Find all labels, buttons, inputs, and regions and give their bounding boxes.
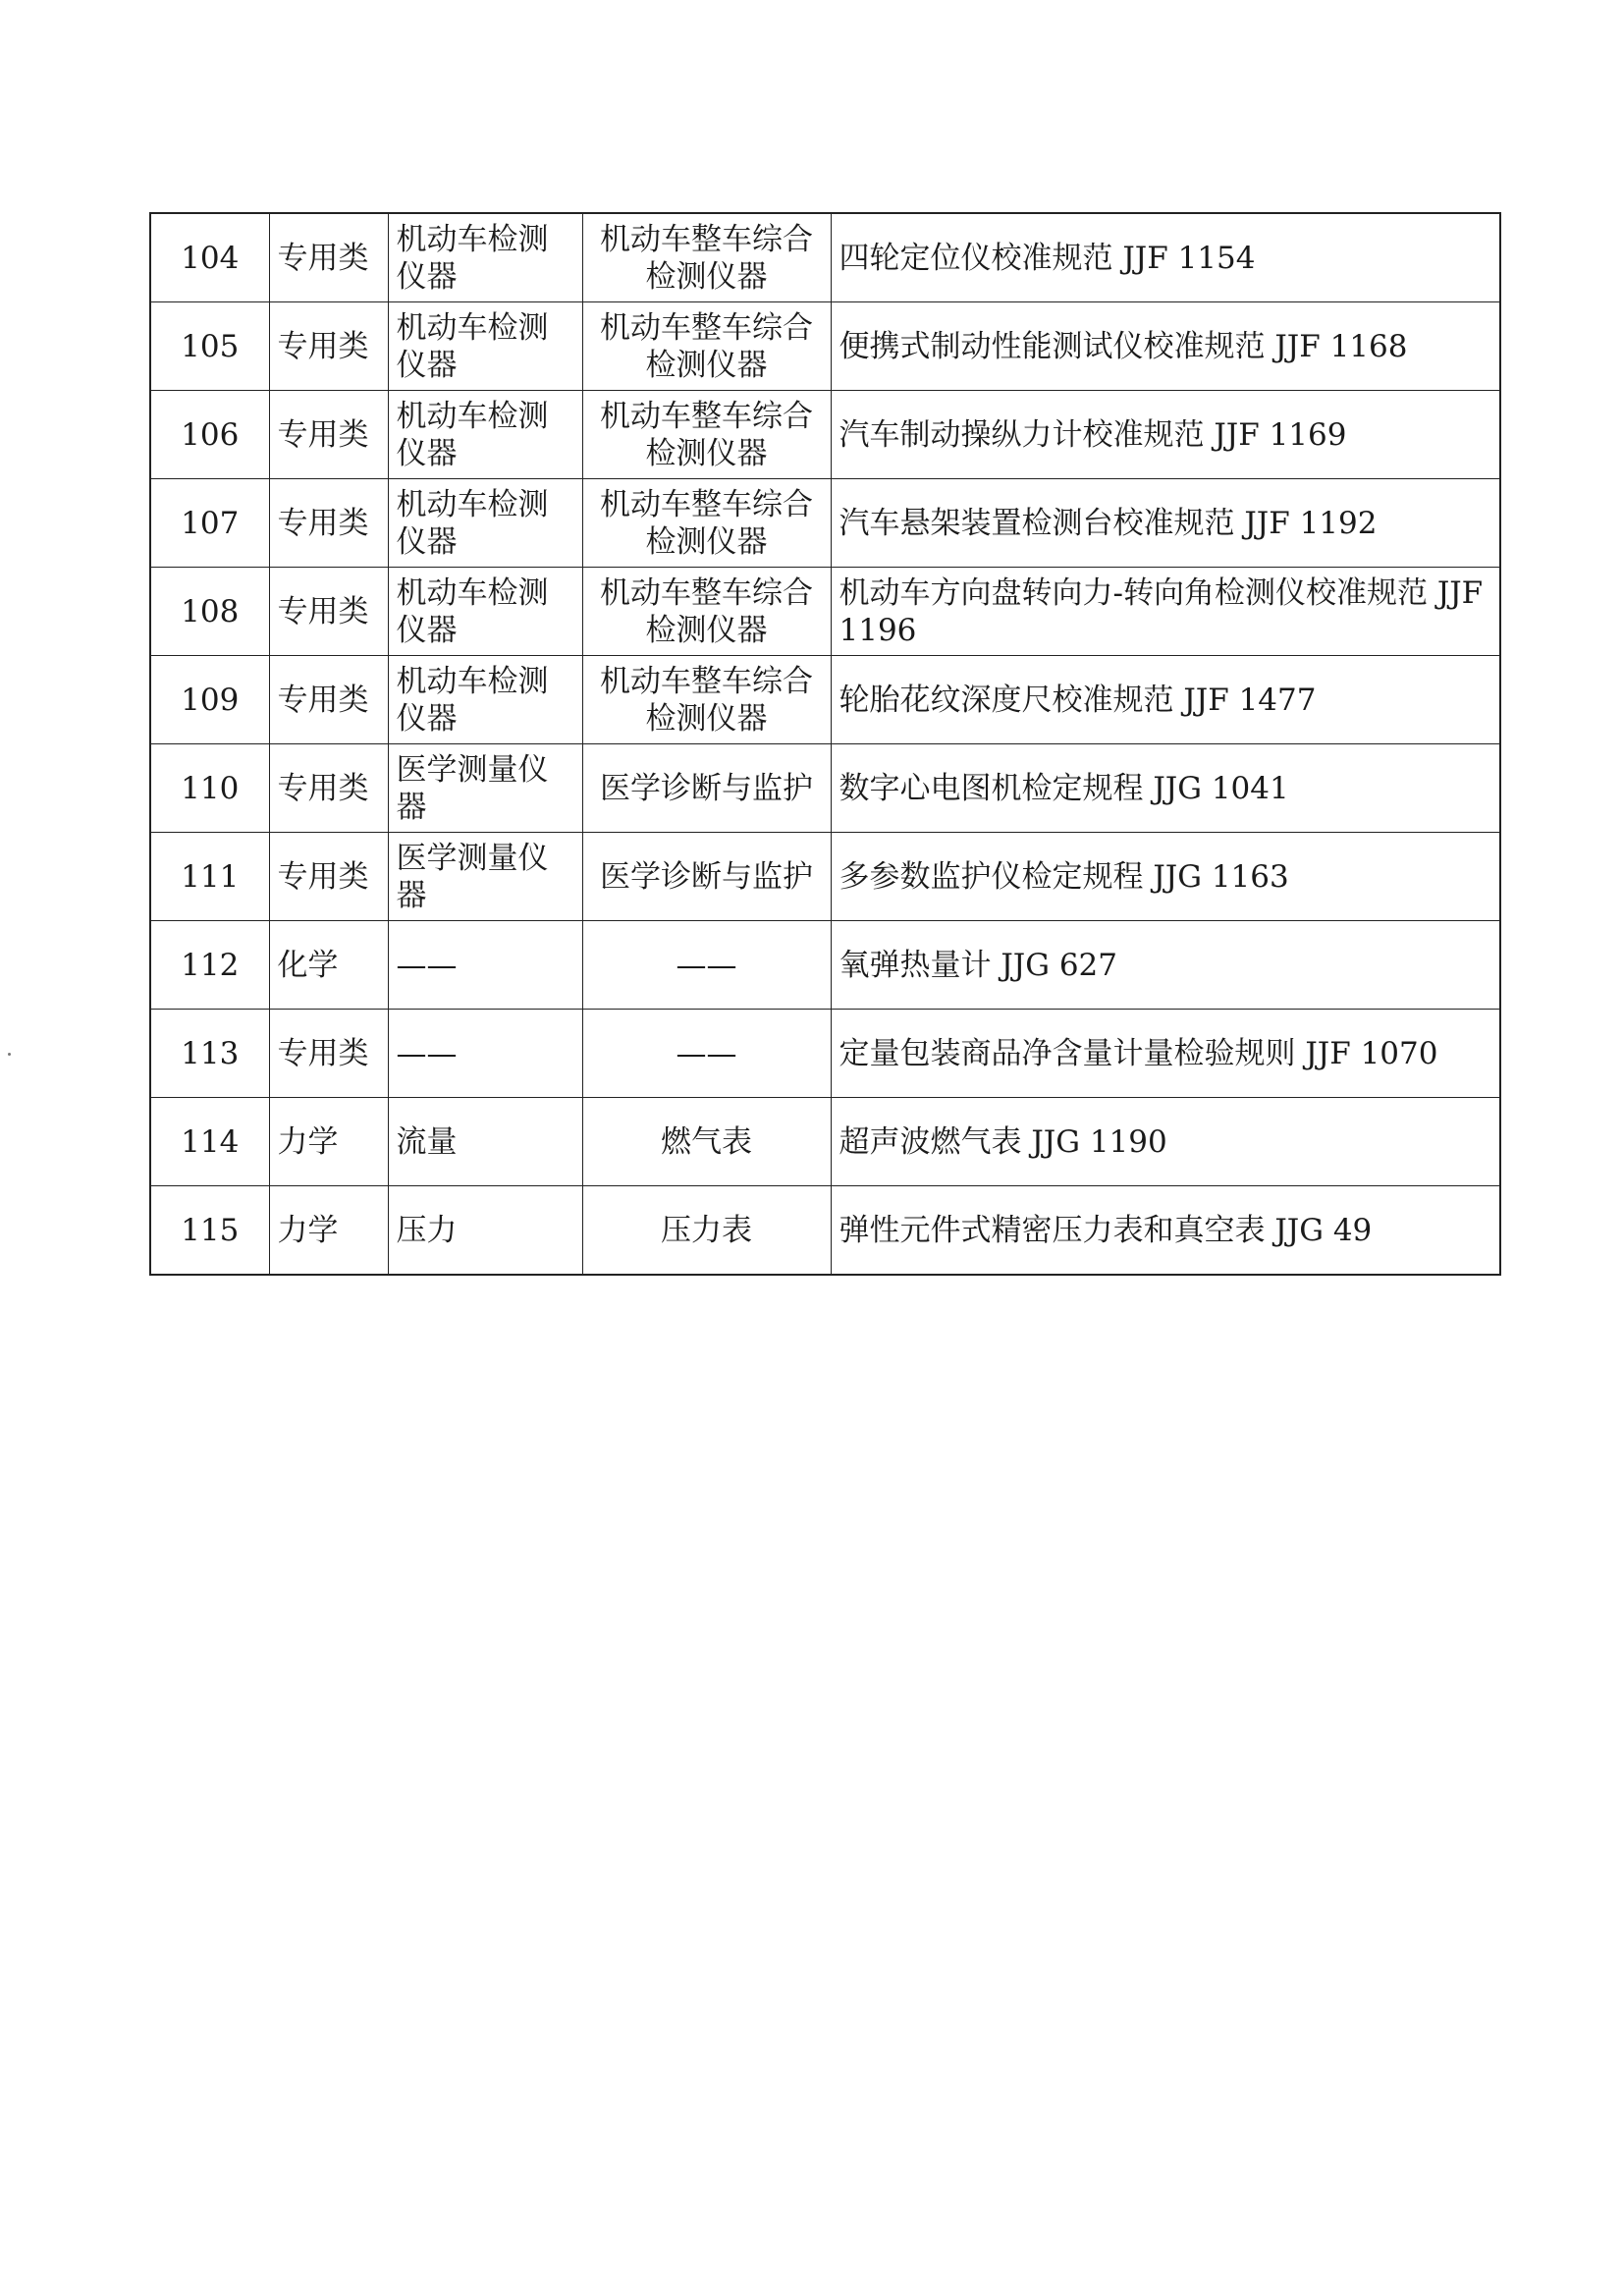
row-number: 111 (150, 833, 269, 921)
instrument-type-cell: 机动车检测仪器 (388, 391, 582, 479)
table-row (150, 479, 1500, 568)
instrument-type-cell: 机动车检测仪器 (388, 213, 582, 302)
row-number: 110 (150, 744, 269, 833)
instrument-subtype-cell: 机动车整车综合检测仪器 (582, 568, 831, 656)
instrument-type-cell: 医学测量仪器 (388, 833, 582, 921)
table-row (150, 1010, 1500, 1098)
category-cell: 力学 (269, 1186, 388, 1276)
instrument-subtype-cell: 机动车整车综合检测仪器 (582, 302, 831, 391)
row-number: 113 (150, 1010, 269, 1098)
instrument-subtype-cell: 机动车整车综合检测仪器 (582, 213, 831, 302)
row-number: 112 (150, 921, 269, 1010)
category-cell: 力学 (269, 1098, 388, 1186)
instrument-type-cell: 流量 (388, 1098, 582, 1186)
category-cell: 专用类 (269, 656, 388, 744)
regulation-cell: 定量包装商品净含量计量检验规则 JJF 1070 (831, 1010, 1500, 1098)
category-cell: 专用类 (269, 744, 388, 833)
row-number: 106 (150, 391, 269, 479)
regulation-cell: 多参数监护仪检定规程 JJG 1163 (831, 833, 1500, 921)
row-number: 104 (150, 213, 269, 302)
row-number: 107 (150, 479, 269, 568)
table-row (150, 1098, 1500, 1186)
table-row (150, 744, 1500, 833)
table-row (150, 391, 1500, 479)
scan-speck (8, 1053, 11, 1056)
table-row (150, 568, 1500, 656)
regulation-cell: 便携式制动性能测试仪校准规范 JJF 1168 (831, 302, 1500, 391)
regulation-cell: 四轮定位仪校准规范 JJF 1154 (831, 213, 1500, 302)
instrument-type-cell: 机动车检测仪器 (388, 568, 582, 656)
instrument-type-cell: 机动车检测仪器 (388, 302, 582, 391)
instrument-type-cell: 压力 (388, 1186, 582, 1276)
table-row (150, 656, 1500, 744)
table-row (150, 302, 1500, 391)
regulation-cell: 汽车悬架装置检测台校准规范 JJF 1192 (831, 479, 1500, 568)
instrument-subtype-cell: 机动车整车综合检测仪器 (582, 479, 831, 568)
instrument-subtype-cell: —— (582, 1010, 831, 1098)
regulation-cell: 弹性元件式精密压力表和真空表 JJG 49 (831, 1186, 1500, 1276)
regulation-cell: 机动车方向盘转向力-转向角检测仪校准规范 JJF 1196 (831, 568, 1500, 656)
regulation-cell: 氧弹热量计 JJG 627 (831, 921, 1500, 1010)
category-cell: 专用类 (269, 479, 388, 568)
row-number: 115 (150, 1186, 269, 1276)
instrument-type-cell: 医学测量仪器 (388, 744, 582, 833)
regulation-cell: 数字心电图机检定规程 JJG 1041 (831, 744, 1500, 833)
table-row (150, 1186, 1500, 1276)
category-cell: 专用类 (269, 833, 388, 921)
instrument-type-cell: 机动车检测仪器 (388, 479, 582, 568)
category-cell: 专用类 (269, 213, 388, 302)
category-cell: 专用类 (269, 568, 388, 656)
table-row (150, 833, 1500, 921)
instrument-subtype-cell: 机动车整车综合检测仪器 (582, 656, 831, 744)
category-cell: 专用类 (269, 302, 388, 391)
instrument-subtype-cell: —— (582, 921, 831, 1010)
regulation-cell: 轮胎花纹深度尺校准规范 JJF 1477 (831, 656, 1500, 744)
regulation-cell: 超声波燃气表 JJG 1190 (831, 1098, 1500, 1186)
row-number: 105 (150, 302, 269, 391)
regulation-table (149, 212, 1501, 1276)
instrument-subtype-cell: 燃气表 (582, 1098, 831, 1186)
row-number: 108 (150, 568, 269, 656)
instrument-type-cell: 机动车检测仪器 (388, 656, 582, 744)
category-cell: 专用类 (269, 1010, 388, 1098)
table-row (150, 921, 1500, 1010)
instrument-subtype-cell: 机动车整车综合检测仪器 (582, 391, 831, 479)
regulation-cell: 汽车制动操纵力计校准规范 JJF 1169 (831, 391, 1500, 479)
instrument-subtype-cell: 医学诊断与监护 (582, 744, 831, 833)
row-number: 114 (150, 1098, 269, 1186)
category-cell: 化学 (269, 921, 388, 1010)
instrument-type-cell: —— (388, 1010, 582, 1098)
instrument-subtype-cell: 压力表 (582, 1186, 831, 1276)
category-cell: 专用类 (269, 391, 388, 479)
instrument-type-cell: —— (388, 921, 582, 1010)
instrument-subtype-cell: 医学诊断与监护 (582, 833, 831, 921)
table-row (150, 213, 1500, 302)
row-number: 109 (150, 656, 269, 744)
